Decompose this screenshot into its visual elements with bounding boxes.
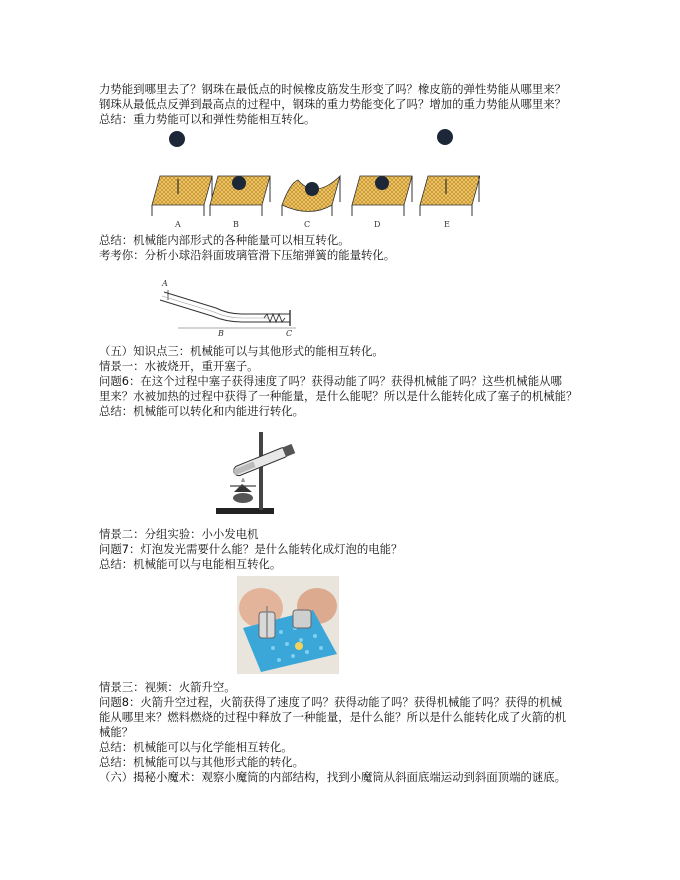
glass-tube-diagram	[158, 270, 306, 338]
label-e: E	[444, 220, 450, 229]
question-line: 里来？水被加热的过程中获得了一种能量，是什么能呢？所以是什么能转化成了塞子的机械能？	[99, 389, 578, 403]
label-b: B	[233, 220, 239, 229]
question-line: 问题6：在这个过程中塞子获得速度了吗？获得动能了吗？获得机械能了吗？这些机械能从哪	[99, 374, 562, 388]
label-a: A	[175, 220, 181, 229]
small-generator-photo	[237, 576, 339, 674]
trampoline-b	[210, 176, 270, 216]
section-heading: （六）揭秘小魔术：观察小魔筒的内部结构，找到小魔筒从斜面底端运动到斜面顶端的谜底。	[99, 770, 567, 784]
trampoline-c	[282, 176, 340, 216]
summary-line: 总结：机械能可以与其他形式能的转化。	[99, 755, 305, 769]
question-line: 问题8：火箭升空过程，火箭获得了速度了吗？获得动能了吗？获得机械能了吗？获得的机械	[99, 695, 562, 709]
label-c: C	[304, 220, 311, 229]
ball-icon	[305, 182, 319, 196]
trampoline-diagram	[140, 128, 480, 232]
scenario-line: 情景一：水被烧开，重开塞子。	[99, 359, 259, 373]
ball-icon	[437, 129, 453, 145]
summary-line: 总结：机械能可以转化和内能进行转化。	[99, 404, 305, 418]
scenario-line: 情景二：分组实验：小小发电机	[99, 527, 259, 541]
scenario-line: 情景三：视频：火箭升空。	[99, 680, 236, 694]
question-line: 能从哪里来？燃料燃烧的过程中释放了一种能量，是什么能？所以是什么能转化成了火箭的机	[99, 710, 567, 724]
summary-line: 总结：重力势能可以和弹性势能相互转化。	[99, 112, 316, 126]
test-tube-heating-diagram	[212, 426, 298, 516]
label-d: D	[374, 220, 381, 229]
label-a: A	[162, 279, 168, 288]
paragraph-line: 钢珠从最低点反弹到最高点的过程中，钢珠的重力势能变化了吗？增加的重力势能从哪里来？	[99, 97, 567, 111]
summary-line: 总结：机械能内部形式的各种能量可以相互转化。	[99, 233, 350, 247]
label-c: C	[286, 329, 293, 338]
ball-icon	[169, 131, 185, 147]
section-heading: （五）知识点三：机械能可以与其他形式的能相互转化。	[99, 344, 384, 358]
paragraph-line: 力势能到哪里去了？钢珠在最低点的时候橡皮筋发生形变了吗？橡皮筋的弹性势能从哪里来？	[99, 82, 567, 96]
question-line: 械能？	[99, 725, 134, 739]
ball-icon	[375, 176, 389, 190]
exercise-line: 考考你：分析小球沿斜面玻璃管滑下压缩弹簧的能量转化。	[99, 248, 396, 262]
trampoline-d	[352, 176, 412, 216]
trampoline-a	[152, 176, 212, 216]
summary-line: 总结：机械能可以与电能相互转化。	[99, 557, 282, 571]
label-b: B	[218, 329, 224, 338]
ball-icon	[232, 176, 246, 190]
trampoline-e	[420, 176, 480, 216]
question-line: 问题7：灯泡发光需要什么能？是什么能转化成灯泡的电能？	[99, 542, 403, 556]
summary-line: 总结：机械能可以与化学能相互转化。	[99, 740, 293, 754]
